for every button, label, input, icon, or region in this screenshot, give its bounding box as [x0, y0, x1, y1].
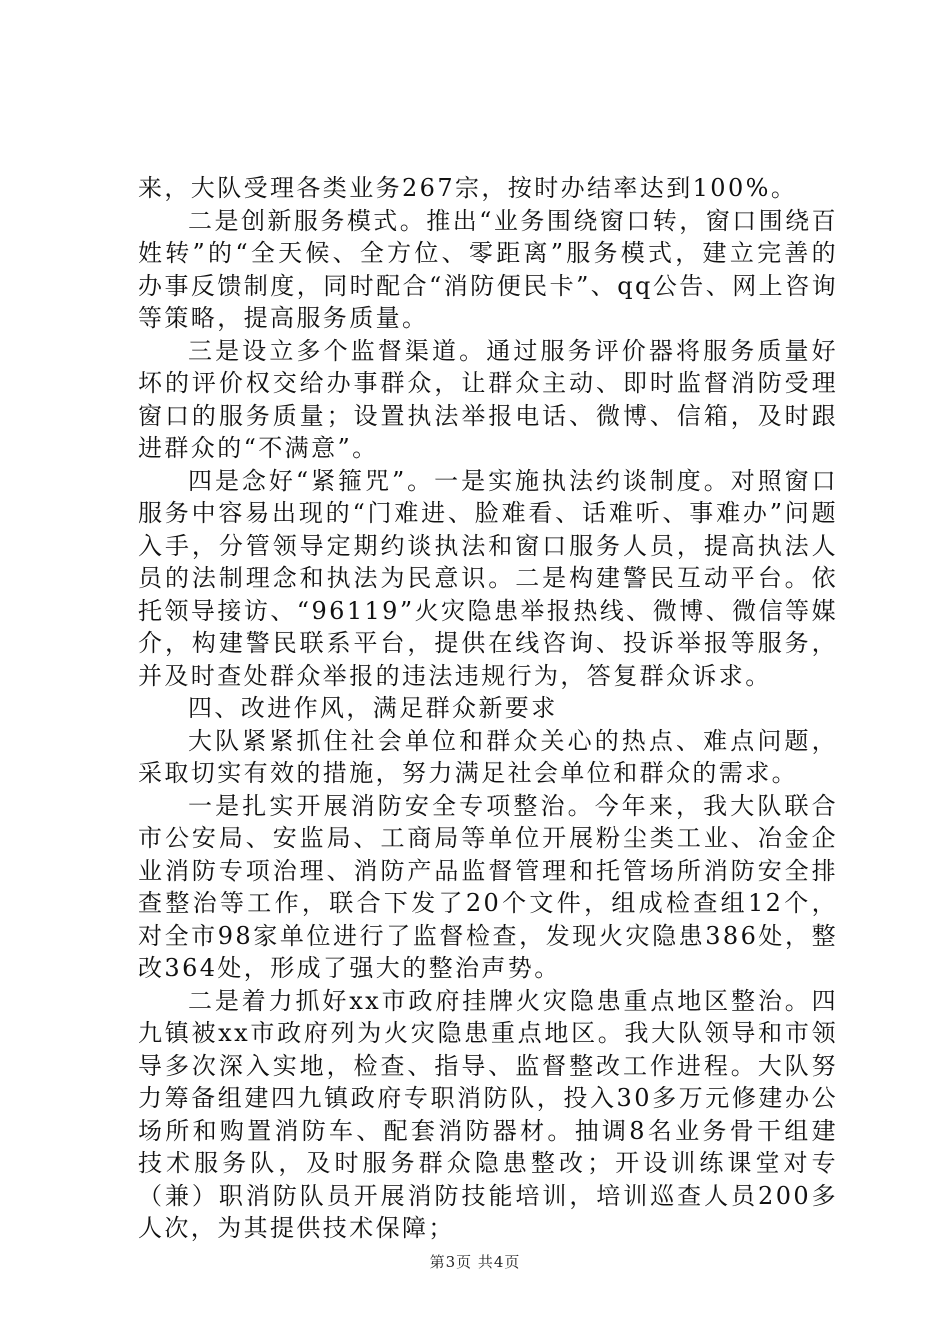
paragraph-5: 大队紧紧抓住社会单位和群众关心的热点、难点问题，采取切实有效的措施，努力满足社会单位和群众的需求。 — [138, 726, 838, 787]
section-heading: 四、改进作风，满足群众新要求 — [188, 694, 558, 722]
paragraph-4: 四是念好“紧箍咒”。一是实施执法约谈制度。对照窗口服务中容易出现的“门难进、脸难看、话难听、事难办”问题入手，分管领导定期约谈执法和窗口服务人员，提高执法人员的法制理念和执法为民意识。二是构建警民互动平台。依托领导接访、“96119”火灾隐患举报热线、微博、微信等媒介，构建警民联系平台，提供在线咨询、投诉举报等服务，并及时查处群众举报的违法违规行为，答复群众诉求。 — [138, 466, 838, 690]
paragraph-3: 三是设立多个监督渠道。通过服务评价器将服务质量好坏的评价权交给办事群众，让群众主动、即时监督消防受理窗口的服务质量；设置执法举报电话、微博、信箱，及时跟进群众的“不满意”。 — [138, 336, 838, 462]
document-body — [138, 172, 838, 1245]
paragraph-2: 二是创新服务模式。推出“业务围绕窗口转，窗口围绕百姓转”的“全天候、全方位、零距离”服务模式，建立完善的办事反馈制度，同时配合“消防便民卡”、qq公告、网上咨询等策略，提高服务质量。 — [138, 206, 838, 332]
paragraph-6: 一是扎实开展消防安全专项整治。今年来，我大队联合市公安局、安监局、工商局等单位开展粉尘类工业、冶金企业消防专项治理、消防产品监督管理和托管场所消防安全排查整治等工作，联合下发了20个文件，组成检查组12个，对全市98家单位进行了监督检查，发现火灾隐患386处，整改364处，形成了强大的整治声势。 — [138, 791, 838, 982]
paragraph-7: 二是着力抓好xx市政府挂牌火灾隐患重点地区整治。四九镇被xx市政府列为火灾隐患重点地区。我大队领导和市领导多次深入实地，检查、指导、监督整改工作进程。大队努力筹备组建四九镇政府专职消防队，投入30多万元修建办公场所和购置消防车、配套消防器材。抽调8名业务骨干组建技术服务队，及时服务群众隐患整改；开设训练课堂对专（兼）职消防队员开展消防技能培训，培训巡查人员200多人次，为其提供技术保障； — [138, 986, 838, 1242]
paragraph-1: 来，大队受理各类业务267宗，按时办结率达到100%。 — [138, 174, 798, 202]
page-footer: 第3页 共4页 — [429, 1253, 521, 1271]
